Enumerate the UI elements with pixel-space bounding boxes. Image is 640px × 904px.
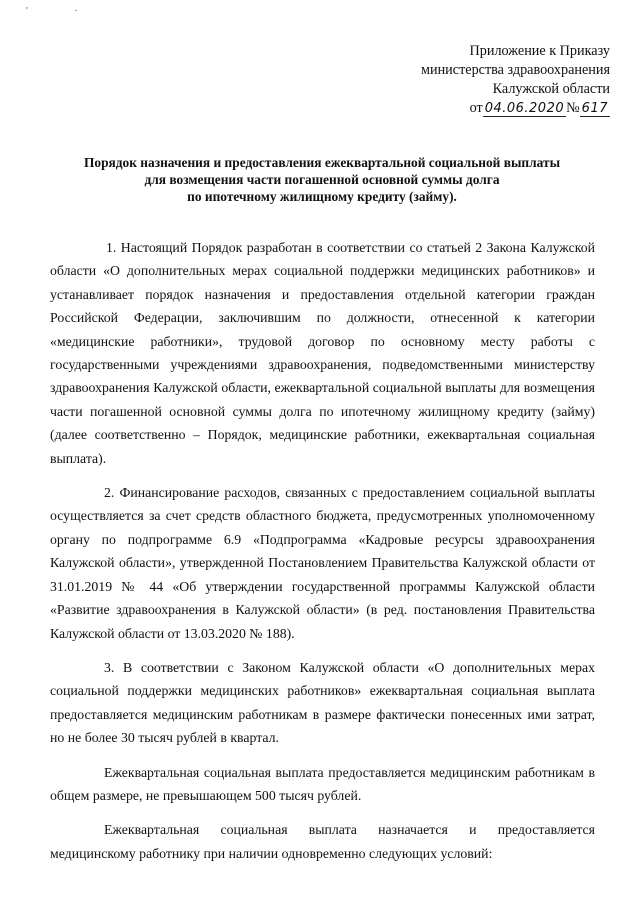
appendix-header (421, 42, 610, 118)
paragraph-4: Ежеквартальная социальная выплата предоставляется медицинским работникам в общем размере, не превышающем 500 тысяч рублей. (50, 764, 595, 803)
appendix-line-2: министерства здравоохранения (421, 62, 610, 78)
handwritten-number: 617 (581, 101, 608, 116)
document-body (50, 236, 595, 876)
appendix-line-1: Приложение к Приказу (469, 43, 610, 59)
title-line-3: по ипотечному жилищному кредиту (займу). (187, 189, 457, 204)
appendix-line-3: Калужской области (492, 81, 610, 97)
paragraph-3: 3. В соответствии с Законом Калужской области «О дополнительных мерах социальной поддержки медицинских работников» ежеквартальная социальная выплата предоставляется медицинским работникам в размере фактически понесенных ими затрат, но не более 30 тысяч рублей в квартал. (50, 659, 595, 746)
scan-marks: ' · (26, 6, 100, 17)
document-title (50, 154, 594, 205)
handwritten-date: 04.06.2020 (484, 101, 565, 116)
title-line-2: для возмещения части погашенной основной суммы долга (144, 172, 500, 187)
appendix-date-line (421, 99, 610, 118)
paragraph-5: Ежеквартальная социальная выплата назначается и предоставляется медицинскому работнику при наличии одновременно следующих условий: (50, 822, 595, 861)
paragraph-1: 1. Настоящий Порядок разработан в соответствии со статьей 2 Закона Калужской области «О дополнительных мерах социальной поддержки медицинских работников» и устанавливает порядок назначения и предоставления отдельной категории граждан Российской Федерации, заключившим по должности, отнесенной к категории «медицинские работники», трудовой договор по основному месту работы с государственными учреждениями здравоохранения, подведомственными министерству здравоохранения Калужской области, ежеквартальной социальной выплаты для возмещения части погашенной основной суммы долга по ипотечному жилищному кредиту (займу) (далее соответственно – Порядок, медицинские работники, ежеквартальная социальная выплата). (50, 240, 595, 466)
date-prefix: от (469, 100, 483, 116)
title-line-1: Порядок назначения и предоставления ежеквартальной социальной выплаты (83, 155, 561, 170)
number-prefix: № (566, 100, 580, 116)
paragraph-2: 2. Финансирование расходов, связанных с предоставлением социальной выплаты осуществляется за счет средств областного бюджета, предусмотренных уполномоченному органу по подпрограмме 6.9 «Подпрограмма «Кадровые ресурсы здравоохранения Калужской области», утвержденной Постановлением Правительства Калужской области от 31.01.2019 № 44 «Об утверждении государственной программы Калужской области «Развитие здравоохранения в Калужской области» (в ред. постановления Правительства Калужской области от 13.03.2020 № 188). (50, 485, 595, 641)
